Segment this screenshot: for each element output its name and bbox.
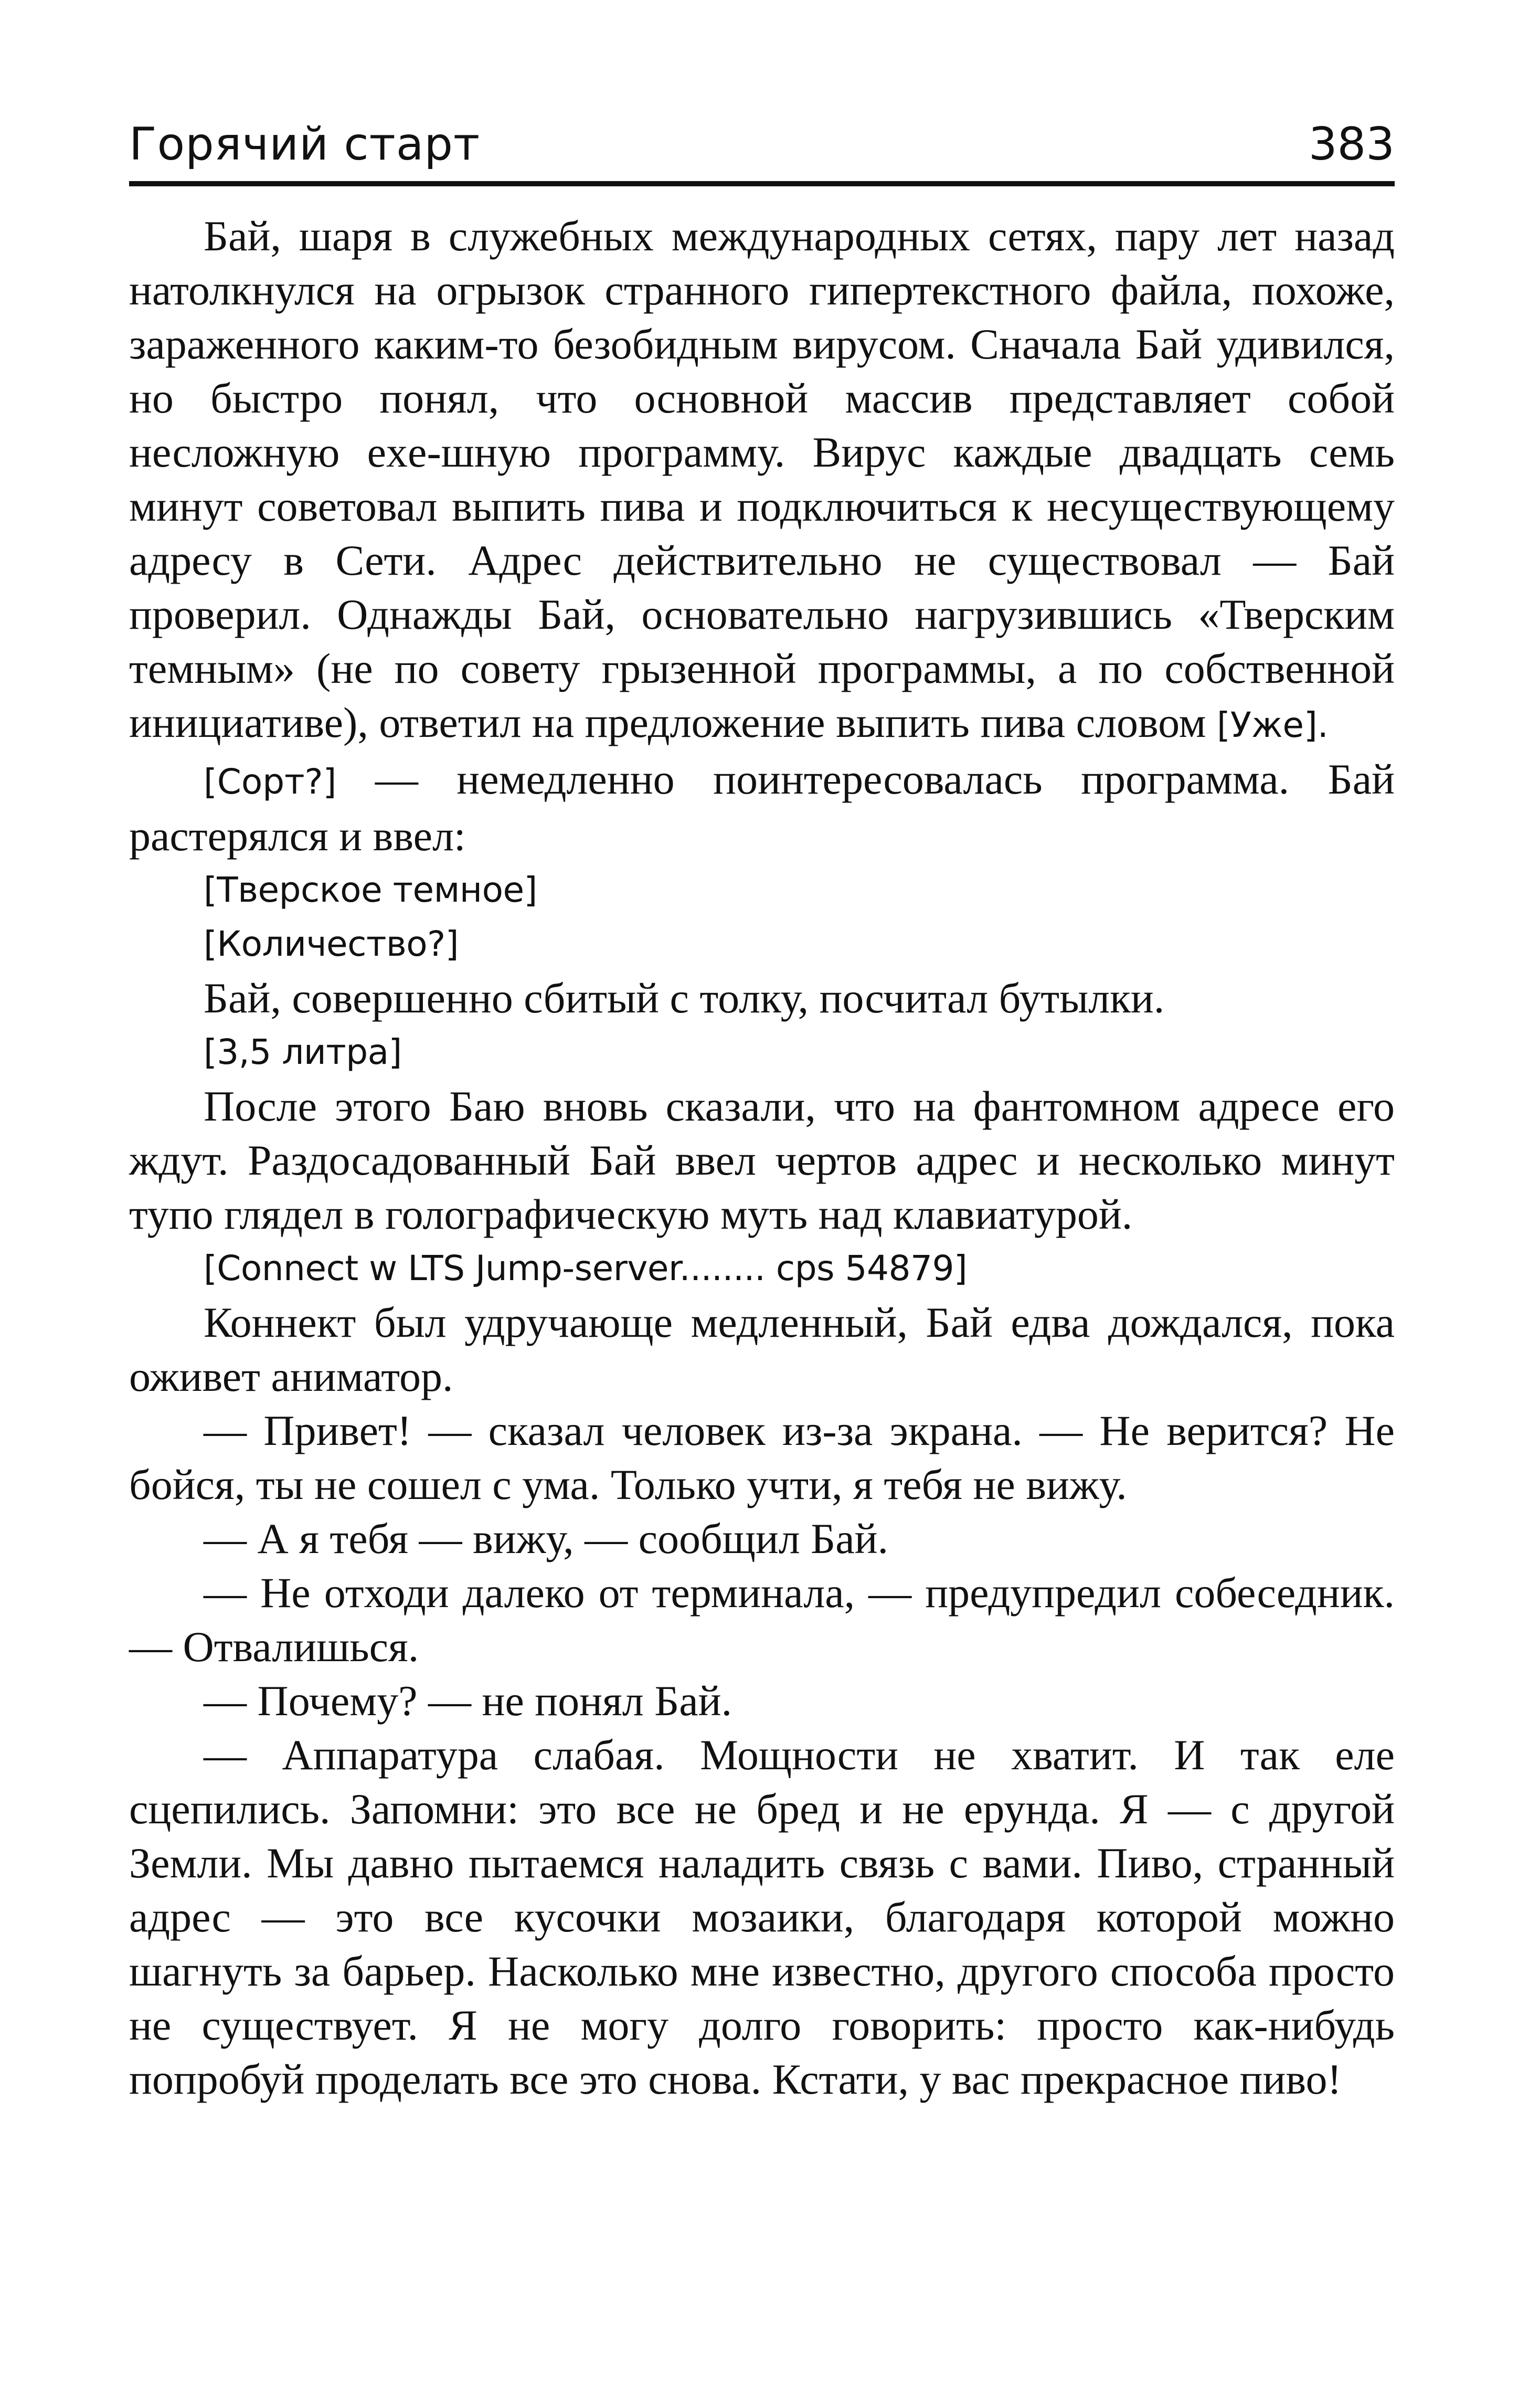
paragraph-5: Коннект был удручающе медленный, Бай едва дождался, пока оживет аниматор. bbox=[129, 1298, 1395, 1400]
code-line-3: [3,5 литра] bbox=[204, 1032, 402, 1072]
paragraph-6: — Привет! — сказал человек из-за экрана. — Не верится? Не бойся, ты не сошел с ума. Только учти, я тебя не вижу. bbox=[129, 1407, 1395, 1508]
paragraph-4: После этого Баю вновь сказали, что на фантомном адресе его ждут. Раздосадованный Бай ввел чертов адрес и несколько минут тупо глядел в голографическую муть над клавиатурой. bbox=[129, 1082, 1395, 1238]
paragraph-3: Бай, совершенно сбитый с толку, посчитал бутылки. bbox=[204, 974, 1165, 1022]
paragraph-2 bbox=[129, 752, 1395, 863]
paragraph-9: — Почему? — не понял Бай. bbox=[204, 1677, 732, 1725]
running-title: Горячий старт bbox=[129, 118, 481, 171]
page-number: 383 bbox=[1308, 118, 1395, 171]
paragraph-1 bbox=[129, 209, 1395, 752]
paragraph-2-text: — немедленно поинтересовалась программа. Бай растерялся и ввел: bbox=[129, 755, 1395, 860]
paragraph-8: — Не отходи далеко от терминала, — предупредил собеседник. — Отвалишься. bbox=[129, 1569, 1395, 1671]
code-line-2: [Количество?] bbox=[204, 924, 459, 964]
code-line-4: [Connect w LTS Jump-server........ cps 54879] bbox=[204, 1248, 968, 1289]
inline-code-sort: [Сорт?] bbox=[204, 762, 337, 802]
code-line-1: [Тверское темное] bbox=[204, 870, 537, 910]
paragraph-7: — А я тебя — вижу, — сообщил Бай. bbox=[204, 1515, 889, 1562]
header-rule bbox=[129, 181, 1395, 186]
body-text bbox=[129, 209, 1395, 2106]
paragraph-1-text: Бай, шаря в служебных международных сетях, пару лет назад натолкнулся на огрызок странного гипертекстного файла, похоже, зараженного каким-то безобидным вирусом. Сначала Бай удивился, но быстро понял, что основной массив представляет собой несложную exe-шную программу. Вирус каждые двадцать семь минут советовал выпить пива и подключиться к несуществующему адресу в Сети. Адрес действительно не существовал — Бай проверил. Однажды Бай, основательно нагрузившись «Тверским темным» (не по совету грызенной программы, а по собственной инициативе), ответил на предложение выпить пива словом bbox=[129, 212, 1395, 746]
paragraph-10: — Аппаратура слабая. Мощности не хватит. И так еле сцепились. Запомни: это все не бред и не ерунда. Я — с другой Земли. Мы давно пытаемся наладить связь с вами. Пиво, странный адрес — это все кусочки мозаики, благодаря которой можно шагнуть за барьер. Насколько мне известно, другого способа просто не существует. Я не могу долго говорить: просто как-нибудь попробуй проделать все это снова. Кстати, у вас прекрасное пиво! bbox=[129, 1731, 1395, 2103]
inline-code-answer: [Уже]. bbox=[1216, 705, 1329, 745]
running-head bbox=[129, 113, 1395, 176]
